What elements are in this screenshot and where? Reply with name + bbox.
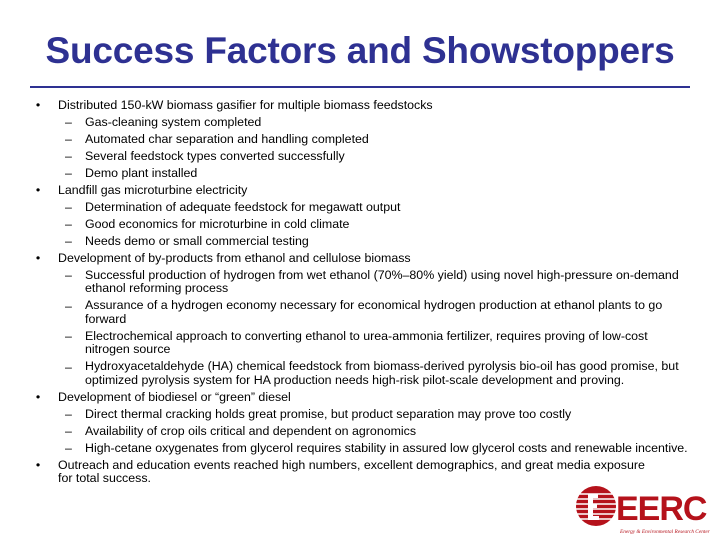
sub-bullet-text: Several feedstock types converted successfully: [85, 148, 345, 163]
sub-bullet-text: Availability of crop oils critical and dependent on agronomics: [85, 423, 417, 438]
sub-bullet-text: High-cetane oxygenates from glycerol requires stability in assured low glycerol costs and renewable incentive.: [85, 440, 688, 455]
eerc-logo: [574, 480, 720, 540]
sub-bullet-text: Gas-cleaning system completed: [85, 114, 262, 129]
sub-bullet-text: Successful production of hydrogen from wet ethanol (70%–80% yield) using novel high-pressure on-demand ethanol reforming process: [85, 267, 679, 296]
bullet-item: [22, 389, 694, 406]
sub-bullet-text: Good economics for microturbine in cold climate: [85, 216, 350, 231]
dash-marker: –: [65, 217, 72, 231]
bullet-text: Development of by-products from ethanol and cellulose biomass: [58, 250, 411, 265]
dash-marker: –: [65, 200, 72, 214]
bullet-text: Development of biodiesel or “green” diesel: [58, 389, 291, 404]
bullet-marker: •: [35, 98, 41, 112]
sub-bullet-text: Direct thermal cracking holds great promise, but product separation may prove too costly: [85, 406, 572, 421]
dash-marker: –: [65, 234, 72, 248]
sub-bullet-text: Assurance of a hydrogen economy necessary for economical hydrogen production at ethanol plants to go forward: [85, 298, 663, 326]
dash-marker: –: [65, 115, 72, 129]
dash-marker: –: [65, 268, 72, 282]
dash-marker: –: [65, 298, 72, 313]
logo-tagline: Energy & Environmental Research Center: [620, 529, 710, 535]
bullet-marker: •: [35, 458, 41, 472]
sub-bullet-text: Electrochemical approach to converting ethanol to urea-ammonia fertilizer, requires proving of low-cost nitrogen source: [85, 328, 648, 357]
sub-bullet-item: [22, 298, 694, 329]
sub-bullet-item: [22, 165, 694, 182]
sub-bullet-item: [22, 148, 694, 165]
globe-icon: [576, 486, 616, 526]
sub-bullet-item: [22, 216, 694, 233]
title-rule: [30, 86, 690, 88]
sub-bullet-item: [22, 406, 694, 423]
sub-bullet-text: Demo plant installed: [85, 165, 198, 180]
sub-bullet-item: [22, 199, 694, 216]
sub-bullet-text: Needs demo or small commercial testing: [85, 233, 309, 248]
bullet-marker: •: [35, 183, 41, 197]
sub-bullet-text: Determination of adequate feedstock for megawatt output: [85, 199, 401, 214]
bullet-item: [22, 182, 694, 199]
dash-marker: –: [65, 441, 72, 455]
bullet-marker: •: [35, 390, 41, 404]
bullet-text: Outreach and education events reached high numbers, excellent demographics, and great media exposure for total success.: [58, 457, 645, 486]
dash-marker: –: [65, 359, 72, 374]
dash-marker: –: [65, 329, 72, 343]
dash-marker: –: [65, 149, 72, 163]
bullet-list: [22, 97, 694, 488]
sub-bullet-item: [22, 440, 694, 457]
dash-marker: –: [65, 132, 72, 146]
bullet-marker: •: [35, 251, 41, 265]
eerc-logo-graphic: [574, 480, 720, 540]
sub-bullet-item: [22, 114, 694, 131]
bullet-item: [22, 457, 658, 488]
logo-wordmark: EERC: [616, 490, 707, 528]
sub-bullet-item: [22, 267, 694, 298]
bullet-item: [22, 97, 694, 114]
dash-marker: –: [65, 166, 72, 180]
bullet-item: [22, 250, 694, 267]
bullet-text: Landfill gas microturbine electricity: [58, 182, 248, 197]
sub-bullet-item: [22, 423, 694, 440]
sub-bullet-text: Automated char separation and handling completed: [85, 131, 369, 146]
sub-bullet-item: [22, 233, 694, 250]
dash-marker: –: [65, 424, 72, 438]
sub-bullet-text: Hydroxyacetaldehyde (HA) chemical feedstock from biomass-derived pyrolysis bio-oil has good promise, but optimized pyrolysis system for HA production needs high-risk pilot-scale development and proving.: [85, 359, 679, 387]
bullet-text: Distributed 150-kW biomass gasifier for multiple biomass feedstocks: [58, 97, 433, 112]
sub-bullet-item: [22, 328, 694, 359]
dash-marker: –: [65, 407, 72, 421]
sub-bullet-item: [22, 131, 694, 148]
slide-title: Success Factors and Showstoppers: [45, 30, 675, 71]
sub-bullet-item: [22, 359, 694, 390]
